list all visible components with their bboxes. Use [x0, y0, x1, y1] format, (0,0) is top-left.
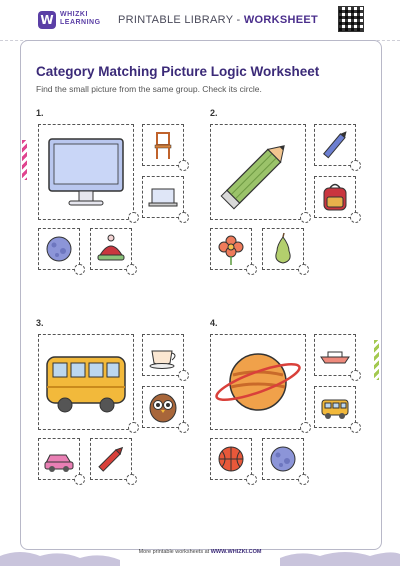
teacup-icon	[143, 335, 183, 375]
question-number-1: 1.	[36, 108, 44, 118]
answer-circle[interactable]	[128, 422, 139, 433]
answer-circle[interactable]	[350, 212, 361, 223]
planet-icon	[211, 335, 305, 429]
question-number-4: 4.	[210, 318, 218, 328]
decorative-stripe-right	[374, 340, 379, 380]
option-box	[262, 228, 304, 270]
answer-circle[interactable]	[300, 212, 311, 223]
flower-icon	[211, 229, 251, 269]
backpack-icon	[315, 177, 355, 217]
pear-icon	[263, 229, 303, 269]
car-icon	[39, 439, 79, 479]
header-bar	[0, 0, 400, 41]
logo-icon: W	[38, 11, 56, 29]
question-2-main-box	[210, 124, 306, 220]
footer-prefix: More printable worksheets at	[138, 549, 211, 555]
question-4-main-box	[210, 334, 306, 430]
header-title-prefix: PRINTABLE LIBRARY -	[118, 14, 244, 26]
logo-text	[60, 11, 101, 27]
footer-text	[0, 549, 400, 555]
answer-circle[interactable]	[350, 370, 361, 381]
option-box	[90, 438, 132, 480]
chair-icon	[143, 125, 183, 165]
answer-circle[interactable]	[178, 422, 189, 433]
answer-circle[interactable]	[350, 160, 361, 171]
answer-circle[interactable]	[126, 474, 137, 485]
boat-icon	[315, 335, 355, 375]
option-box	[38, 228, 80, 270]
option-box	[142, 176, 184, 218]
qr-code-icon	[338, 6, 364, 32]
option-box	[210, 438, 252, 480]
moon-icon	[263, 439, 303, 479]
decorative-stripe-left	[22, 140, 27, 180]
basketball-icon	[211, 439, 251, 479]
header-title	[118, 14, 318, 26]
option-box	[142, 386, 184, 428]
option-box	[142, 124, 184, 166]
answer-circle[interactable]	[178, 160, 189, 171]
answer-circle[interactable]	[74, 264, 85, 275]
answer-circle[interactable]	[300, 422, 311, 433]
crayon-icon	[91, 439, 131, 479]
monitor-icon	[39, 125, 133, 219]
option-box	[262, 438, 304, 480]
pencil-icon	[211, 125, 305, 219]
answer-circle[interactable]	[246, 264, 257, 275]
moon-icon	[39, 229, 79, 269]
question-1-main-box	[38, 124, 134, 220]
answer-circle[interactable]	[126, 264, 137, 275]
logo-line-2: LEARNING	[60, 19, 101, 26]
header-title-bold: WORKSHEET	[243, 14, 319, 26]
answer-circle[interactable]	[298, 264, 309, 275]
answer-circle[interactable]	[178, 370, 189, 381]
answer-circle[interactable]	[298, 474, 309, 485]
owl-icon	[143, 387, 183, 427]
option-box	[314, 124, 356, 166]
worksheet-instruction: Find the small picture from the same group. Check its circle.	[36, 84, 262, 94]
van-icon	[315, 387, 355, 427]
question-number-3: 3.	[36, 318, 44, 328]
option-box	[210, 228, 252, 270]
question-3-main-box	[38, 334, 134, 430]
pen-icon	[315, 125, 355, 165]
answer-circle[interactable]	[74, 474, 85, 485]
answer-circle[interactable]	[246, 474, 257, 485]
answer-circle[interactable]	[128, 212, 139, 223]
logo-line-1: WHIZKI	[60, 11, 88, 18]
option-box	[314, 334, 356, 376]
option-box	[90, 228, 132, 270]
option-box	[314, 386, 356, 428]
answer-circle[interactable]	[178, 212, 189, 223]
answer-circle[interactable]	[350, 422, 361, 433]
question-number-2: 2.	[210, 108, 218, 118]
option-box	[142, 334, 184, 376]
worksheet-title: Category Matching Picture Logic Worksheet	[36, 64, 320, 79]
bus-icon	[39, 335, 133, 429]
option-box	[38, 438, 80, 480]
footer-site-link[interactable]: WWW.WHIZKI.COM	[210, 549, 262, 555]
option-box	[314, 176, 356, 218]
laptop-icon	[143, 177, 183, 217]
hat-icon	[91, 229, 131, 269]
